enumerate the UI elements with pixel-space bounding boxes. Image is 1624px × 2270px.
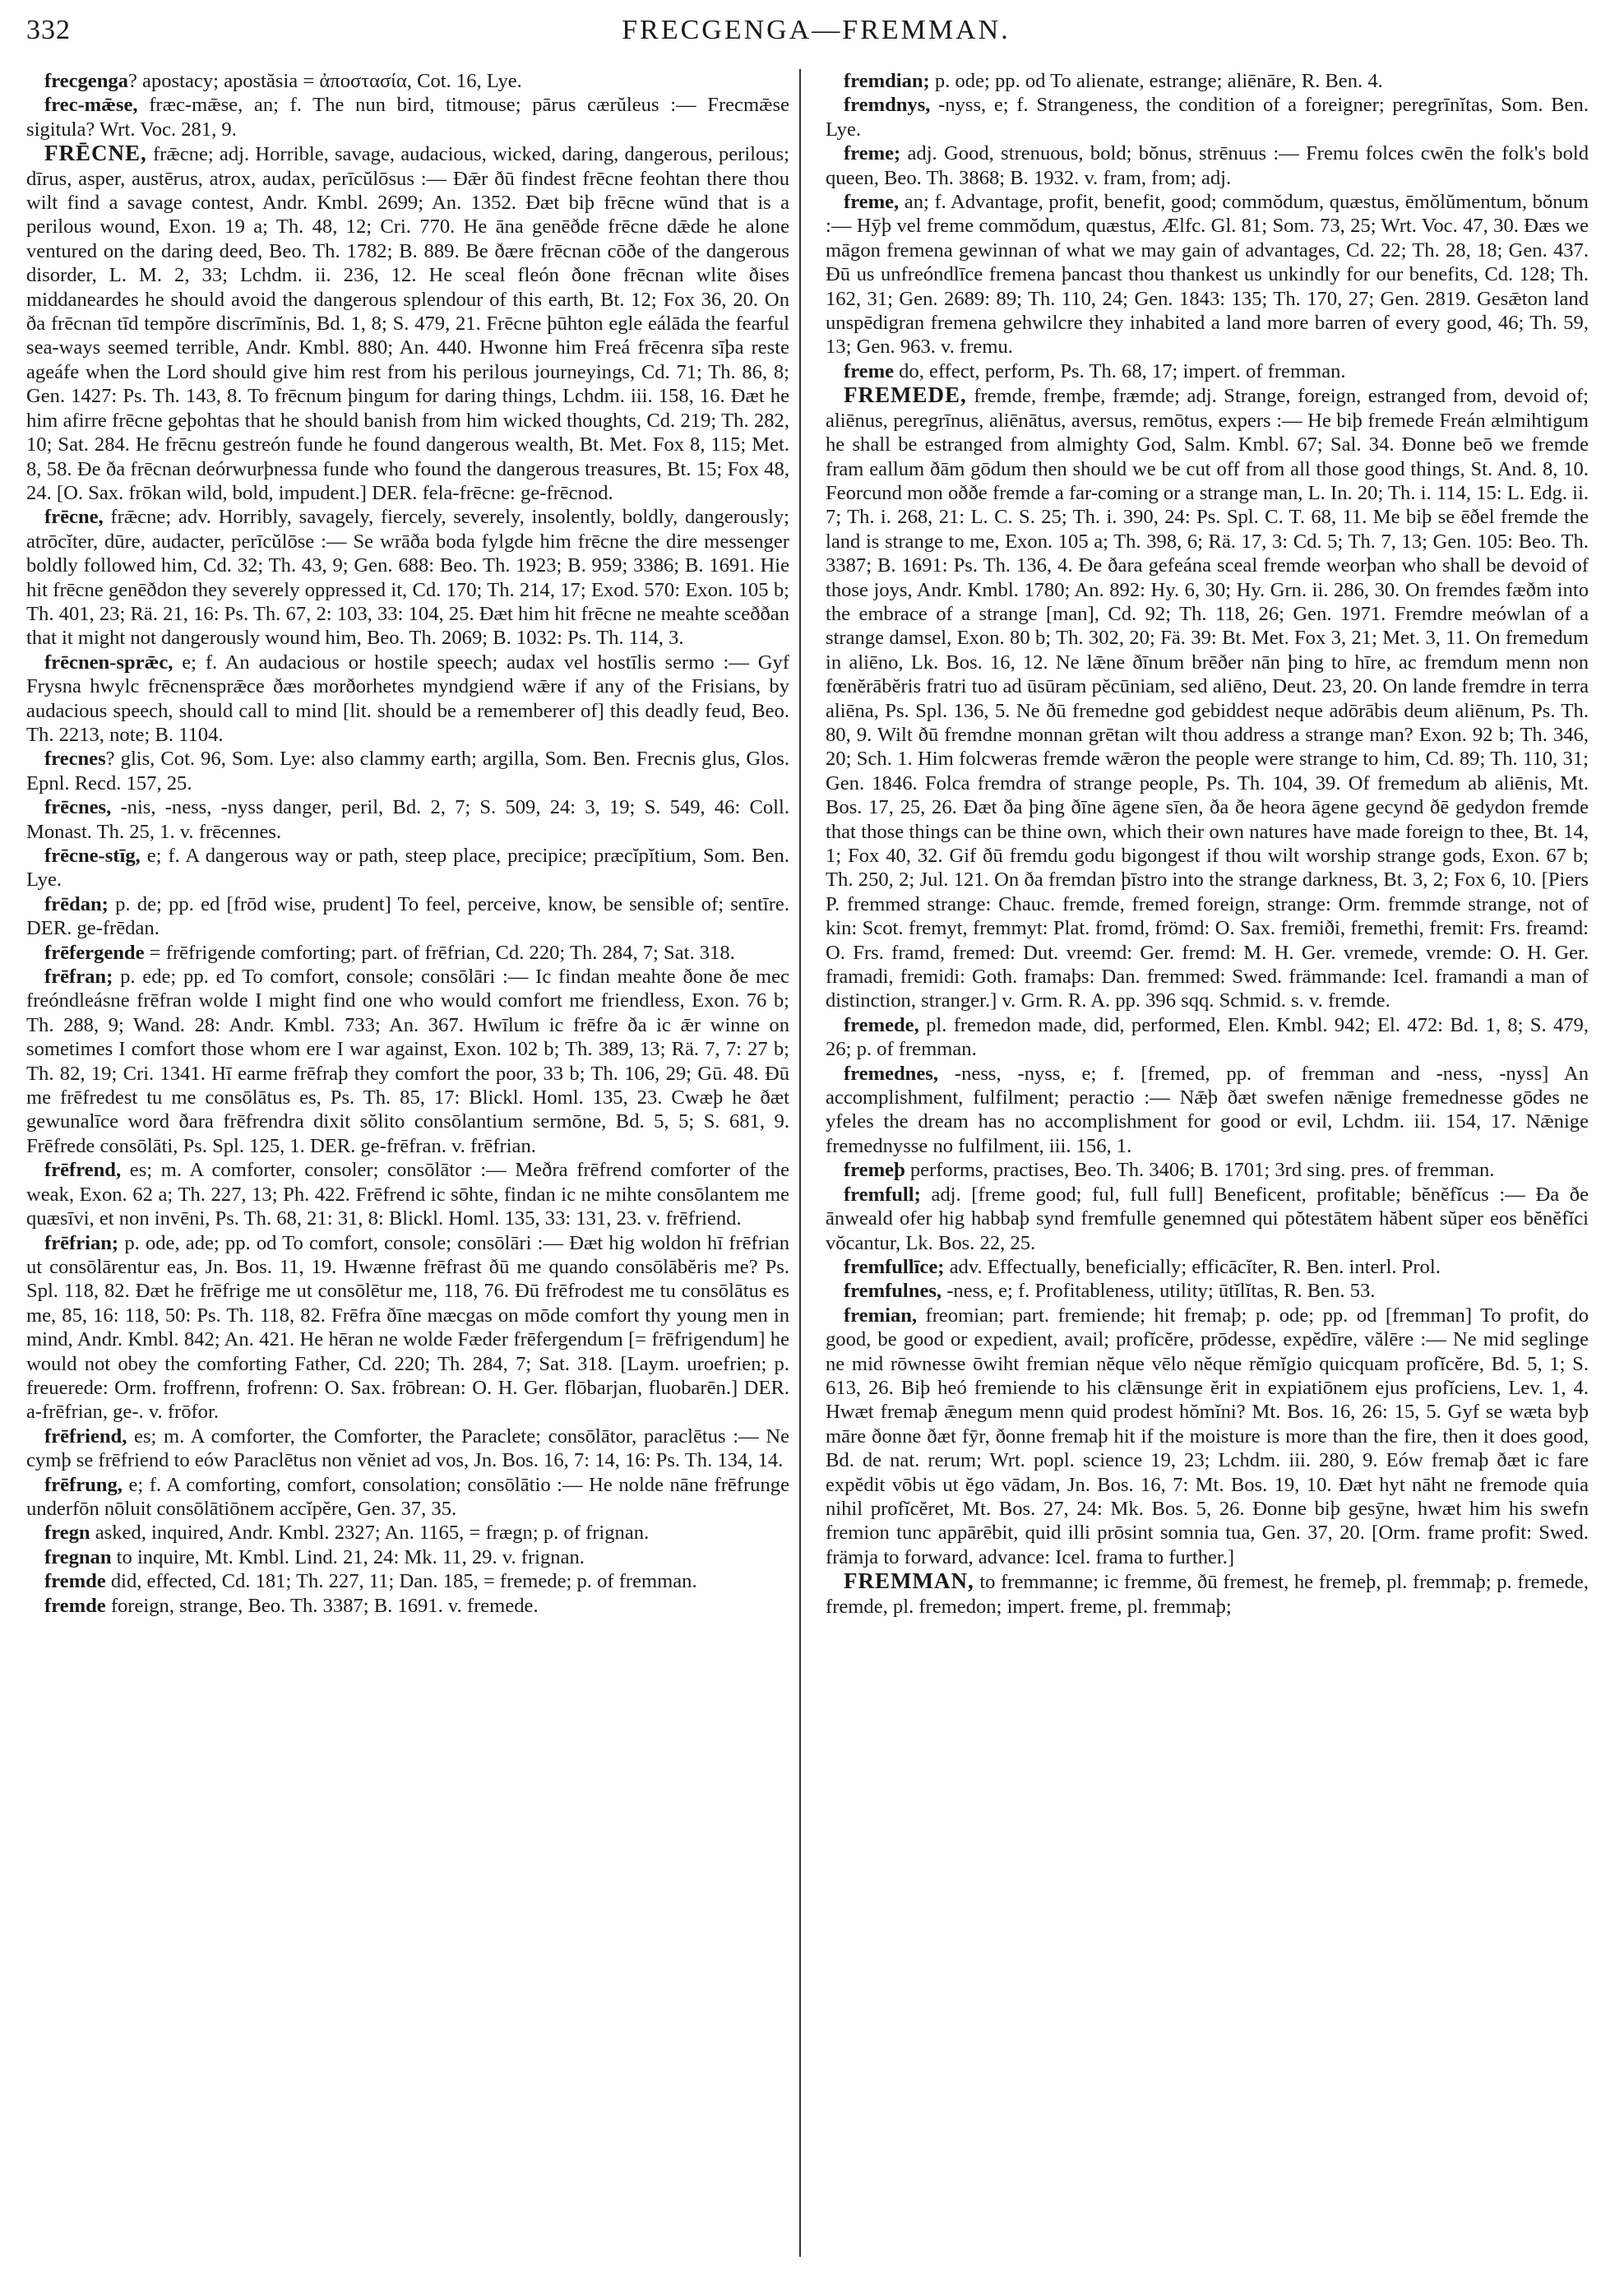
entry-headword: fremeþ (844, 1159, 905, 1182)
dictionary-entry (26, 93, 789, 141)
entry-headword: FRĒCNE, (44, 141, 147, 166)
dictionary-entry (26, 941, 789, 965)
dictionary-entry (826, 1304, 1589, 1569)
dictionary-entry (826, 1279, 1589, 1303)
left-column (26, 69, 789, 1618)
dictionary-entry (26, 1521, 789, 1545)
entry-definition: an; f. Advantage, profit, benefit, good; commŏdum, quæstus, ēmŏlŭmentum, bŏnum :— Hȳþ vel freme commŏdum, quæstus, Ælfc. Gl. 81; Som. 73, 25; Wrt. Voc. 47, 30. Ðæs we māgon fremena gewinnan of what we may gain of advantages, Cd. 22; Th. 28, 18; Gen. 437. Ðū us unfreóndlīce fremena þancast thou thankest us unkindly for our benefits, Cd. 128; Th. 162, 31; Gen. 2689: 89; Th. 110, 24; Gen. 1843: 135; Th. 170, 27; Gen. 2819. Gesǣton land unspēdigran fremena gehwilcre they inhabited a land more barren of every good, 46; Th. 59, 13; Gen. 963. v. fremu. (826, 191, 1589, 359)
entry-definition: e; f. A dangerous way or path, steep place, precipice; præcĭpĭtium, Som. Ben. Lye. (26, 845, 789, 892)
entry-headword: FREMMAN, (844, 1568, 974, 1594)
entry-definition: frǣcne; adj. Horrible, savage, audacious, wicked, daring, dangerous, perilous; dīrus, asper, austērus, atrox, audax, perīcŭlōsus :— Ðǣr ðū findest frēcne feohtan there thou wilt find a savage contest, Andr. Kmbl. 2699; An. 1352. Ðæt biþ frēcne wūnd that is a perilous wound, Exon. 19 a; Th. 48, 12; Cri. 770. He āna genēðde frēcne dǣde he alone ventured on the daring deed, Beo. Th. 1782; B. 889. Be ðære frēcnan cōðe of the dangerous disorder, L. M. 2, 33; Lchdm. ii. 236, 12. He sceal fleón ðone frēcnan wlite ðises middaneardes he should avoid the dangerous splendour of this earth, Bt. 12; Fox 36, 20. On ða frēcnan tīd tempŏre discrīmĭnis, Bd. 1, 8; S. 479, 21. Frēcne þūhton egle eálāda the fearful sea-ways seemed terrible, Andr. Kmbl. 880; An. 440. Hwonne him Freá frēcenra sīþa reste ageáfe when the Lord should give him rest from his perilous journeyings, Cd. 71; Th. 86, 8; Gen. 1427: Ps. Th. 143, 8. To frēcnum þingum for daring things, Lchdm. iii. 158, 16. Ðæt he him afirre frēcne geþohtas that he should banish from him wicked thoughts, Cd. 219; Th. 282, 10; Sat. 284. He frēcnu gestreón funde he found dangerous wealth, Bt. Met. Fox 8, 115; Met. 8, 58. Ðe ða frēcnan deórwurþnessa funde who found the dangerous treasures, Bt. 15; Fox 48, 24. [O. Sax. frōkan wild, bold, impudent.] DER. fela-frēcne: ge-frēcnod. (26, 143, 789, 504)
dictionary-entry (826, 1158, 1589, 1182)
dictionary-entry (826, 190, 1589, 359)
entry-definition: adj. Good, strenuous, bold; bŏnus, strēnuus :— Fremu folces cwēn the folk's bold queen, Beo. Th. 3868; B. 1932. v. fram, from; adj. (826, 142, 1589, 189)
entry-headword: frēfergende (44, 941, 145, 964)
dictionary-entry (826, 1062, 1589, 1159)
entry-headword: freme; (844, 142, 901, 165)
dictionary-entry (826, 383, 1589, 1013)
entry-definition: to fremmanne; ic fremme, ðū fremest, he fremeþ, pl. fremmaþ; p. fremede, fremde, pl. fremedon; impert. freme, pl. fremmaþ; (826, 1571, 1589, 1618)
dictionary-entry (26, 747, 789, 795)
entry-definition: -ness, -nyss, e; f. [fremed, pp. of fremman and -ness, -nyss] An accomplishment, fulfilment; peractio :— Nǣþ ðæt swefen nǣnige fremednesse gōdes ne yfeles the dream has no accomplishment for good or evil, Lchdm. iii. 154, 17. Nǣnige fremednysse no fulfilment, iii. 156, 1. (826, 1062, 1589, 1157)
entry-headword: fremdian; (844, 70, 930, 92)
entry-headword: fremednes, (844, 1062, 938, 1085)
entry-headword: fremede, (844, 1013, 919, 1036)
dictionary-entry (26, 505, 789, 650)
dictionary-entry (26, 844, 789, 892)
entry-definition: frǣcne; adv. Horribly, savagely, fiercely, severely, insolently, boldly, dangerously; atrōcĭter, dūre, audacter, perīcŭlōse :— Se wrāða boda fylgde him frēcne the dire messenger boldly followed him, Cd. 32; Th. 43, 9; Gen. 688: Beo. Th. 1923; B. 959; 3386; B. 1691. Hie hit frēcne genēðdon they severely oppressed it, Cd. 170; Th. 214, 17; Exod. 570: Exon. 105 b; Th. 401, 23; Rä. 21, 16: Ps. Th. 67, 2: 103, 33: 104, 25. Ðæt him hit frēcne ne meahte sceððan that it might not dangerously wound him, Beo. Th. 2069; B. 1032: Ps. Th. 114, 3. (26, 506, 789, 650)
entry-definition: fræc-mǣse, an; f. The nun bird, titmouse; pārus cærŭleus :— Frecmǣse sigitula? Wrt. Voc. 281, 9. (26, 94, 789, 141)
right-column (826, 69, 1589, 1619)
dictionary-entry (826, 69, 1589, 93)
dictionary-entry (826, 1013, 1589, 1062)
entry-headword: fremfull; (844, 1183, 921, 1206)
dictionary-entry (26, 795, 789, 844)
entry-headword: fregnan (44, 1545, 112, 1568)
entry-headword: fregn (44, 1522, 90, 1545)
entry-definition: -ness, e; f. Profitableness, utility; ūtĭlĭtas, R. Ben. 53. (942, 1280, 1376, 1303)
dictionary-entry (26, 1425, 789, 1473)
entry-definition: -nyss, e; f. Strangeness, the condition of a foreigner; peregrīnĭtas, Som. Ben. Lye. (826, 94, 1589, 141)
entry-headword: FREMEDE, (844, 382, 967, 408)
entry-definition: freomian; part. fremiende; hit fremaþ; p. ode; pp. od [fremman] To profit, do good, be good or expedient, avail; profĭcĕre, prōdesse, expĕdīre, vălēre :— Ne mid seglinge ne mid rōwnesse ōwiht fremian nĕque vēlo nĕque rĕmĭgio quicquam profĭcĕre, Bd. 5, 1; S. 613, 26. Biþ heó fremiende to his clǣnsunge ĕrit in expiatiōnem ejus profĭciens, Lev. 1, 4. Hwæt fremaþ ǣnegum menn quid prodest hŏmĭni? Mt. Bos. 16, 26: 15, 5. Gyf se wæta byþ māre ðonne ðæt fȳr, ðonne fremaþ hit if the moisture is more than the fire, then it does good, Bd. de nat. rerum; Wrt. popl. science 19, 23; Lchdm. iii. 280, 9. Eów fremaþ ðæt ic fare expĕdit vōbis ut ĕgo vādam, Jn. Bos. 16, 7: Mt. Bos. 19, 10. Ðæt hyt nāht ne fremode quia nihil profĭcĕret, Mt. Bos. 27, 24: Mk. Bos. 5, 26. Ðonne biþ gesȳne, hwæt him his swefn fremion tunc appārēbit, quid illi prōsint somnia tua, Gen. 37, 20. [Orm. frame profit: Swed. främja to forward, advance: Icel. frama to further.] (826, 1304, 1589, 1568)
page-header (26, 15, 1606, 56)
dictionary-entry (826, 359, 1589, 383)
dictionary-entry (26, 1158, 789, 1230)
entry-definition: did, effected, Cd. 181; Th. 227, 11; Dan. 185, = fremede; p. of fremman. (105, 1570, 697, 1593)
dictionary-entry (826, 1569, 1589, 1619)
entry-definition: ? glis, Cot. 96, Som. Lye: also clammy earth; argilla, Som. Ben. Frecnis glus, Glos. Epnl. Recd. 157, 25. (26, 748, 789, 794)
entry-definition: es; m. A comforter, consoler; consōlātor :— Meðra frēfrend comforter of the weak, Exon. 62 a; Th. 227, 13; Ph. 422. Frēfrend ic sōhte, findan ic ne mihte consōlantem me quæsīvi, et non invēni, Ps. Th. 68, 21: 31, 8: Blickl. Homl. 135, 33: 131, 23. v. frēfriend. (26, 1159, 789, 1230)
entry-headword: freme, (844, 191, 900, 214)
dictionary-entry (26, 69, 789, 93)
entry-headword: frec-mǣse, (44, 94, 138, 117)
entry-definition: adj. [freme good; ful, full full] Beneficent, profitable; bĕnĕfĭcus :— Ða ðe ānweald ofer hig habbaþ synd fremfulle genemned qui pŏtestātem hăbent sŭper eos bĕnĕfĭci vŏcantur, Lk. Bos. 22, 25. (826, 1183, 1589, 1254)
dictionary-entry (26, 892, 789, 941)
entry-definition: foreign, strange, Beo. Th. 3387; B. 1691. v. fremede. (105, 1594, 539, 1617)
entry-definition: p. de; pp. ed [frōd wise, prudent] To feel, perceive, know, be sensible of; sentīre. DER. ge-frēdan. (26, 892, 789, 940)
dictionary-entry (26, 1545, 789, 1569)
entry-headword: fremde (44, 1570, 106, 1593)
entry-definition: asked, inquired, Andr. Kmbl. 2327; An. 1165, = frægn; p. of frignan. (90, 1522, 650, 1545)
dictionary-entry (826, 1183, 1589, 1255)
dictionary-entry (826, 93, 1589, 141)
page-number: 332 (26, 15, 71, 45)
running-head: FRECGENGA—FREMMAN. (622, 15, 1011, 45)
dictionary-entry (26, 1231, 789, 1425)
entry-definition: fremde, fremþe, fræmde; adj. Strange, foreign, estranged from, devoid of; aliēnus, peregrīnus, aliēnātus, aversus, remōtus, expers :— He biþ fremede Freán ælmihtigum he shall be estranged from almighty God, Salm. Kmbl. 67; Sal. 34. Ðonne beō we fremde fram eallum ðām gōdum then should we be cut off from all those good things, St. And. 8, 10. Feorcund mon oððe fremde a far-coming or a strange man, L. In. 20; Th. i. 114, 15: L. Edg. ii. 7; Th. i. 268, 21: L. C. S. 25; Th. i. 390, 24: Ps. Spl. C. T. 68, 11. Me biþ se ēðel fremde the land is strange to me, Exon. 105 a; Th. 398, 6; Rä. 17, 3: Cd. 5; Th. 7, 13; Gen. 105: Beo. Th. 3387; B. 1691: Ps. Th. 136, 4. Ðe ðara gefeána sceal fremde weorþan who shall be devoid of those joys, Andr. Kmbl. 1780; An. 892: Hy. 6, 30; Hy. Grn. ii. 286, 30. On fremdes fæðm into the embrace of a strange [man], Cd. 92; Th. 118, 26; Gen. 1971. Fremdre meówlan of a strange damsel, Exon. 80 b; Th. 302, 20; Fä. 39: Bt. Met. Fox 3, 21; Met. 3, 11. On fremedum in aliēno, Lk. Bos. 16, 12. Ne lǣne ðīnum brēðer nān þing to hīre, ac fremdum menn non fœnĕrābĕris fratri tuo ad ūsūram pĕcūniam, sed aliēno, Deut. 23, 20. On lande fremdre in terra aliēna, Ps. Spl. 136, 5. Ne ðū fremedne god gebiddest neque adōrābis deum aliēnum, Ps. Th. 80, 9. Wilt ðū fremdne monnan grētan wilt thou address a strange man? Exon. 92 b; Th. 346, 20; Sch. 1. Him folcweras fremde wǣron the people were strange to him, Cd. 89; Th. 110, 31; Gen. 1846. Folca fremdra of strange people, Ps. Th. 104, 39. Of fremedum ab aliēnis, Mt. Bos. 17, 25, 26. Ðæt ða þing ðīne āgene sīen, ða ðe heora āgene gecynd ðē gedydon fremde that those things can be thine own, which their own natures have made foreign to thee, Bt. 14, 1; Fox 40, 32. Gif ðū fremdu godu bigongest if thou wilt worship strange gods, Exon. 67 b; Th. 250, 2; Jul. 121. On ða fremdan þīstro into the strange darkness, Bt. 3, 2; Fox 6, 10. [Piers P. fremmed strange: Chauc. fremde, fremed foreign, strange: Orm. fremmde strange, not of kin: Scot. fremyt, fremmyt: Plat. fromd, frömd: O. Sax. fremiði, fremethi, fremit: Frs. freamd: O. Frs. framd, fremed: Dut. vreemd: Ger. fremd: M. H. Ger. vremede, vremde: O. H. Ger. framadi, fremidi: Goth. framaþs: Dan. fremmed: Swed. främmande: Icel. framandi a man of distinction, stranger.] v. Grm. R. A. pp. 396 sqq. Schmid. s. v. fremde. (826, 385, 1589, 1012)
dictionary-entry (26, 1473, 789, 1522)
entry-headword: frecnes (44, 748, 106, 771)
dictionary-entry (26, 651, 789, 748)
entry-headword: fremfullīce; (844, 1255, 945, 1278)
entry-definition: es; m. A comforter, the Comforter, the Paraclete; consōlātor, paraclētus :— Ne cymþ se frēfriend to eów Paraclētus non vĕniet ad vos, Jn. Bos. 16, 7: 14, 16: Ps. Th. 134, 14. (26, 1425, 789, 1472)
entry-headword: freme (844, 359, 894, 382)
entry-headword: frēcne, (44, 506, 104, 529)
entry-headword: frēfrung, (44, 1473, 123, 1496)
entry-definition: -nis, -ness, -nyss danger, peril, Bd. 2, 7; S. 509, 24: 3, 19; S. 549, 46: Coll. Monast. Th. 25, 1. v. frēcennes. (26, 796, 789, 843)
entry-headword: frecgenga (44, 70, 128, 92)
dictionary-entry (26, 965, 789, 1158)
entry-headword: frēcnes, (44, 796, 112, 819)
entry-definition: p. ede; pp. ed To comfort, console; consōlāri :— Ic findan meahte ðone ðe mec freóndleásne frēfran wolde I might find one who would comfort me friendless, Exon. 76 b; Th. 288, 9; Wand. 28: Andr. Kmbl. 733; An. 367. Hwīlum ic frēfre ða ic ǣr winne on sometimes I comfort those whom ere I war against, Exon. 102 b; Th. 389, 13; Rä. 7, 7: 27 b; Th. 82, 19; Cri. 1341. Hī earme frēfraþ they comfort the poor, 33 b; Th. 106, 29; Gū. 48. Ðū me frēfredest tu me consōlātus es, Ps. Th. 85, 17: Blickl. Homl. 135, 23. Cwæþ he ðæt gewunalīce word ðara frēfrendra dixit sŏlito consōlantium sermōne, Bd. 5, 5; S. 681, 9. Frēfrede consōlāti, Ps. Spl. 125, 1. DER. ge-frēfran. v. frēfrian. (26, 966, 789, 1157)
entry-headword: frēcne-stīg, (44, 845, 141, 867)
entry-definition: adv. Effectually, beneficially; efficācĭter, R. Ben. interl. Prol. (944, 1255, 1441, 1278)
entry-definition: = frēfrigende comforting; part. of frēfrian, Cd. 220; Th. 284, 7; Sat. 318. (144, 941, 735, 964)
column-divider (799, 69, 801, 2257)
entry-definition: performs, practises, Beo. Th. 3406; B. 1701; 3rd sing. pres. of fremman. (905, 1159, 1495, 1182)
dictionary-entry (826, 1255, 1589, 1279)
entry-definition: e; f. A comforting, comfort, consolation; consōlātio :— He nolde nāne frēfrunge underfōn nōluit consōlātiōnem accĭpĕre, Gen. 37, 35. (26, 1473, 789, 1520)
entry-definition: do, effect, perform, Ps. Th. 68, 17; impert. of fremman. (893, 359, 1346, 382)
entry-definition: p. ode; pp. od To alienate, estrange; aliēnāre, R. Ben. 4. (929, 70, 1383, 92)
entry-definition: ? apostacy; apostăsia = ἀποστασία, Cot. 16, Lye. (127, 70, 522, 92)
entry-definition: p. ode, ade; pp. od To comfort, console; consōlāri :— Ðæt hig woldon hī frēfrian ut consōlārentur eas, Jn. Bos. 11, 19. Hwænne frēfrast ðū me quando consōlābĕris me? Ps. Spl. 118, 82. Ðæt he frēfrige me ut consōlētur me, 118, 76. Ðū frēfrodest me tu consōlātus es me, 85, 16: 118, 50: Ps. Th. 118, 82. Frēfra ðīne mæcgas on mōde comfort thy young men in mind, Andr. Kmbl. 842; An. 421. He hēran ne wolde Fæder frēfergendum [= frēfrigendum] he would not obey the comforting Father, Cd. 220; Th. 284, 7; Sat. 318. [Laym. uroefrien; p. freuerede: Orm. froffrenn, frofrenn: O. Sax. frōbrean: O. H. Ger. flōbarjan, fluobarēn.] DER. a-frēfrian, ge-. v. frōfor. (26, 1231, 789, 1424)
entry-headword: fremfulnes, (844, 1280, 942, 1303)
dictionary-entry (826, 141, 1589, 190)
entry-headword: frēfran; (44, 966, 113, 989)
dictionary-entry (26, 1569, 789, 1593)
entry-definition: to inquire, Mt. Kmbl. Lind. 21, 24: Mk. 11, 29. v. frignan. (111, 1545, 585, 1568)
entry-headword: fremdnys, (844, 94, 931, 117)
entry-headword: fremde (44, 1594, 106, 1617)
entry-definition: pl. fremedon made, did, performed, Elen. Kmbl. 942; El. 472: Bd. 1, 8; S. 479, 26; p. of fremman. (826, 1013, 1589, 1061)
entry-headword: frēcnen-sprǣc, (44, 651, 174, 674)
entry-headword: frēfriend, (44, 1425, 127, 1448)
entry-headword: frēfrian; (44, 1231, 119, 1254)
entry-headword: fremian, (844, 1304, 918, 1327)
entry-definition: e; f. An audacious or hostile speech; audax vel hostīlis sermo :— Gyf Frysna hwylc frēcnensprǣce ðæs morðorhetes myndgiend wǣre if any of the Frisians, by audacious speech, should call to mind [lit. should be a rememberer of] this deadly feud, Beo. Th. 2213, note; B. 1104. (26, 651, 789, 746)
entry-headword: frēfrend, (44, 1159, 122, 1182)
dictionary-entry (26, 1594, 789, 1618)
entry-headword: frēdan; (44, 892, 109, 915)
dictionary-entry (26, 141, 789, 505)
